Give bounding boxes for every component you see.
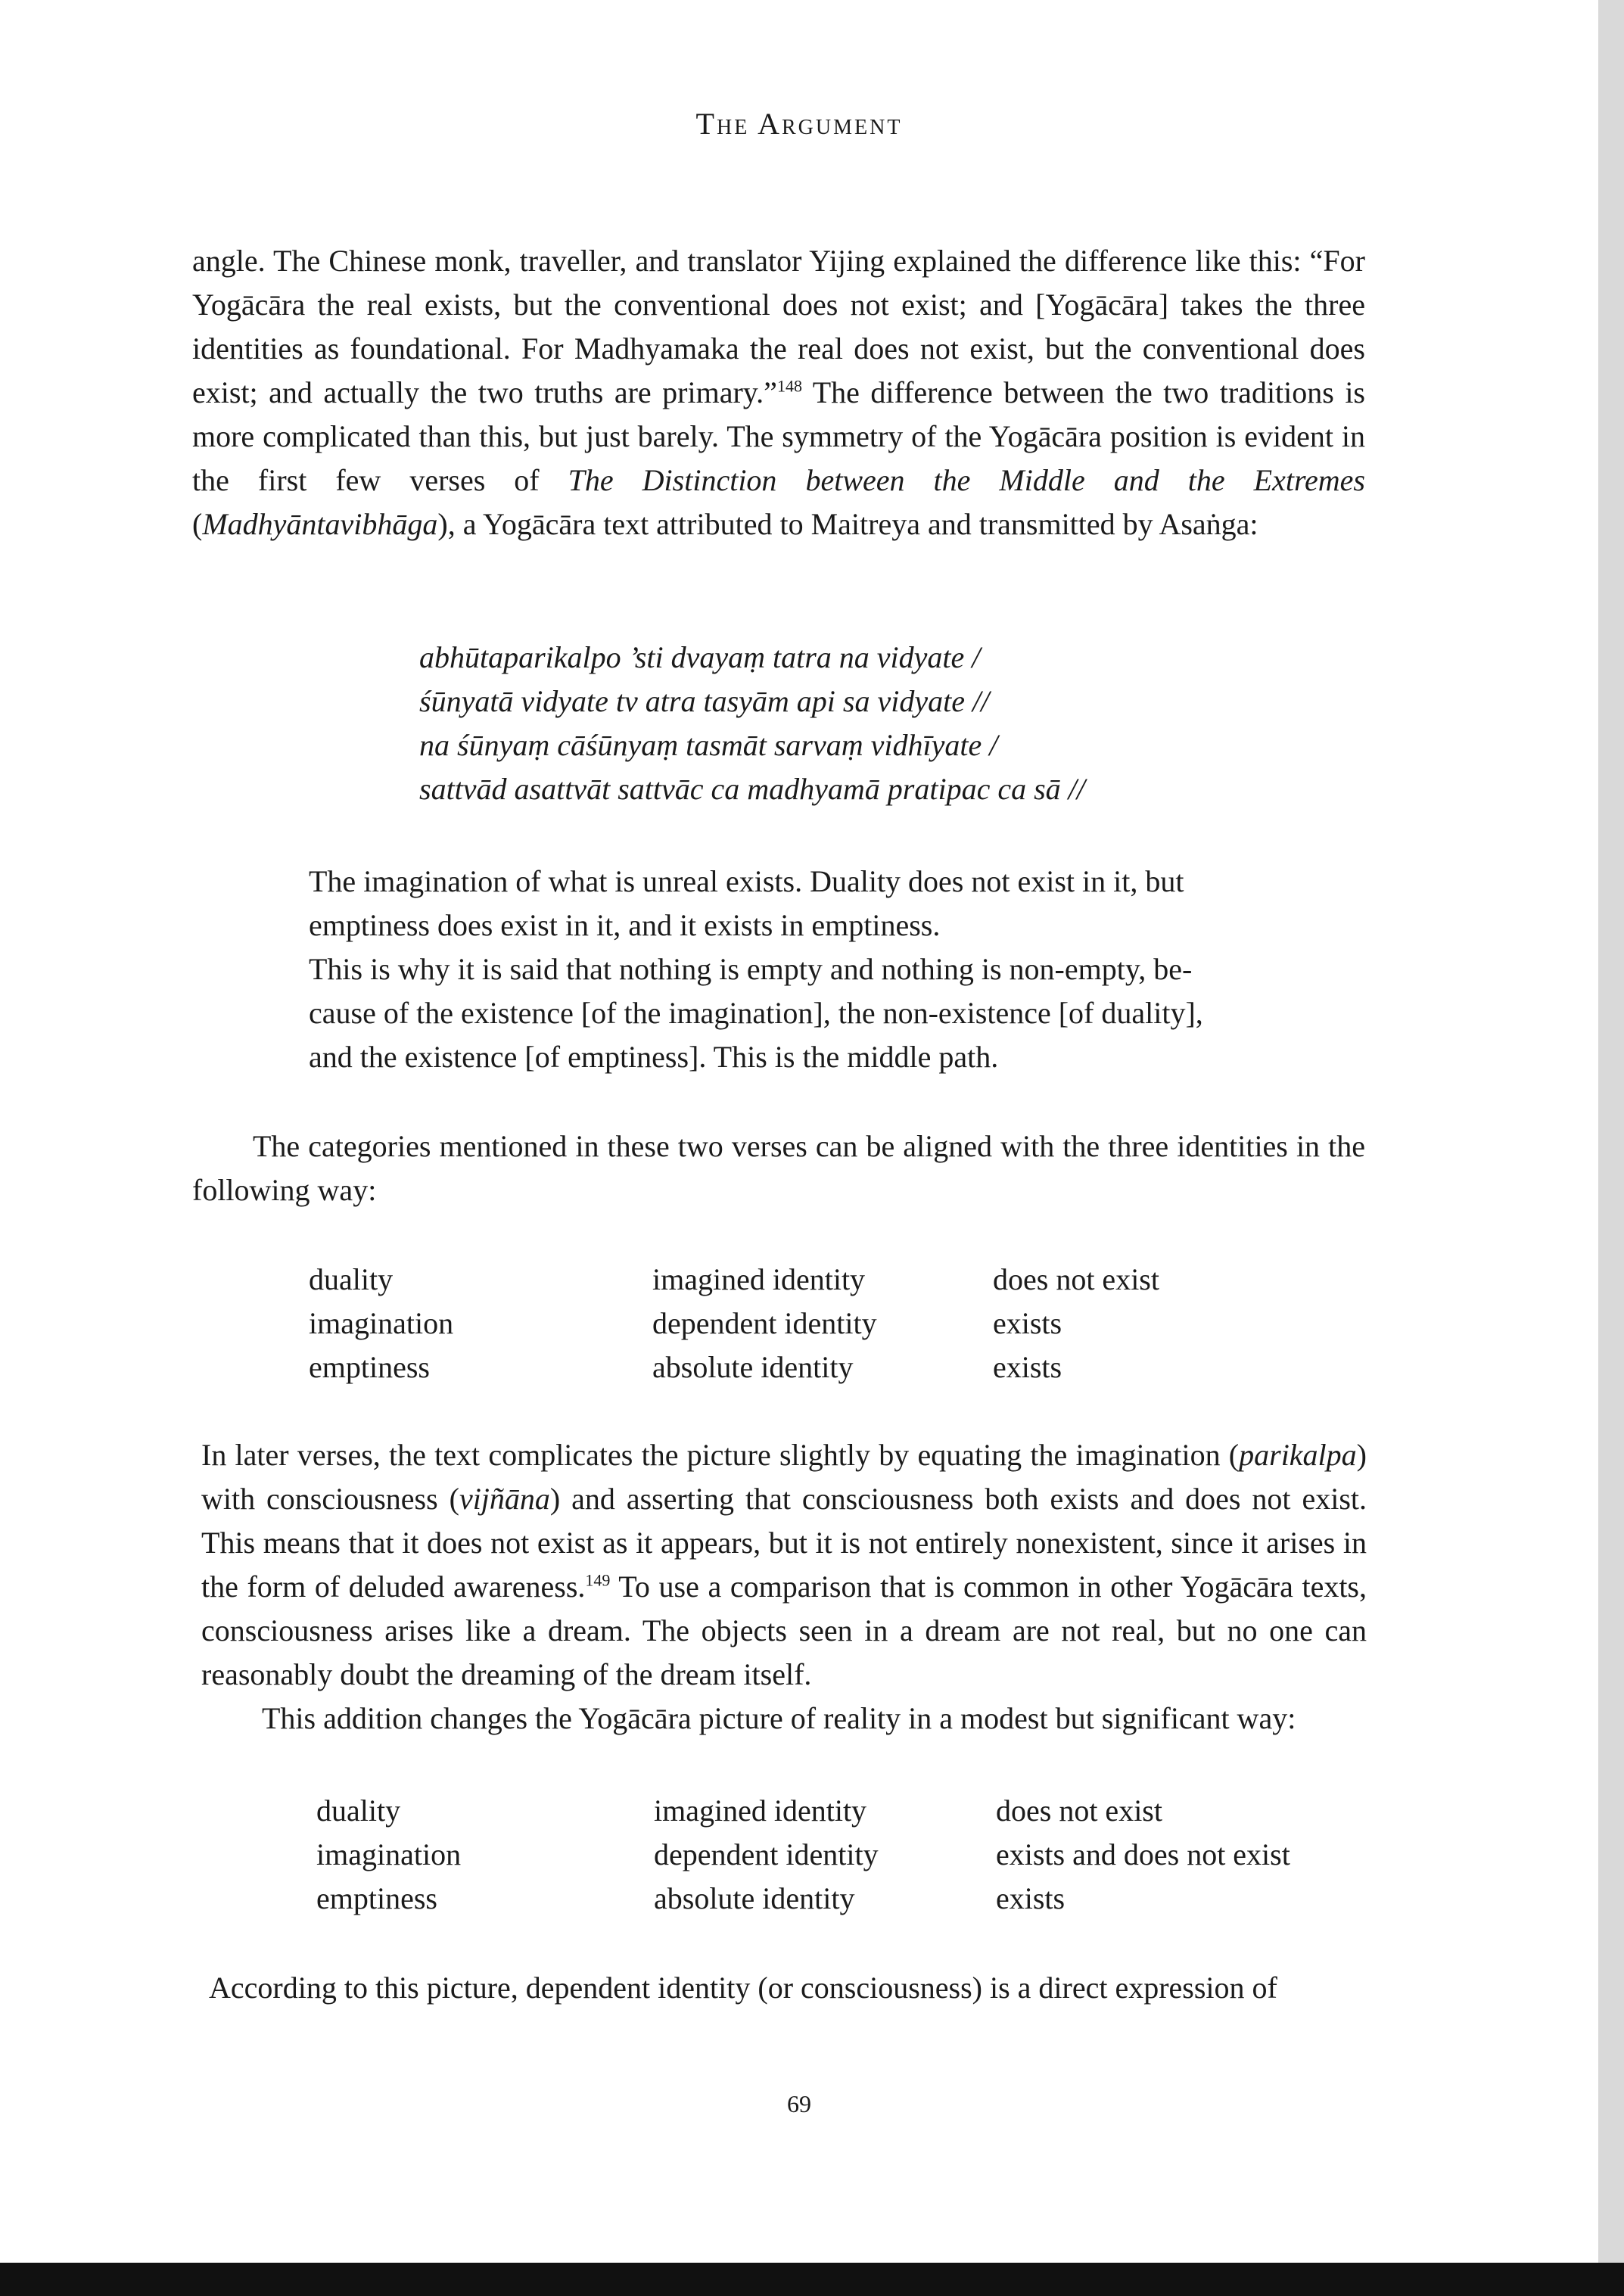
verse-line: abhūtaparikalpo ’sti dvayaṃ tatra na vidyate / — [419, 640, 981, 674]
table-row: emptiness absolute identity exists — [316, 1881, 1066, 1915]
footnote-ref-148[interactable]: 148 — [776, 376, 802, 396]
sanskrit-title: Madhyāntavibhāga — [202, 507, 438, 541]
table-row: emptiness absolute identity exists — [309, 1350, 1062, 1384]
paragraph-yijing: angle. The Chinese monk, traveller, and translator Yijing explained the difference like this: “For Yogācāra the real exists, but the conventional does not exist; and [Yogācāra] takes the three identities as foundational. For Madhyamaka the real does not exist, but the conventional does exist; and actually the two truths are primary.”$^{148}$ The difference between the two traditions is more complicated than this, but just barely. The symmetry of the Yogācāra position is evident in the first few verses of The Distinction between the Middle and the Extremes (Madhyāntavibhāga), a Yogācāra text attributed to Maitreya and transmitted by Asaṅga: — [192, 244, 1366, 541]
verse-translation — [309, 860, 1293, 1079]
identity-table-1 — [309, 1258, 1159, 1389]
paragraph-later-verses: In later verses, the text complicates the picture slightly by equating the imagination (parikalpa) with consciousness (vijñāna) and asserting that consciousness both exists and does not exist. This means that it does not exist as it appears, but it is not entirely nonexistent, since it arises in the form of deluded awareness.$^{149}$ To use a comparison that is common in other Yogācāra texts, consciousness arises like a dream. The objects seen in a dream are not real, but no one can reasonably doubt the dreaming of the dream itself. — [201, 1438, 1367, 1691]
verse-line: sattvād asattvāt sattvāc ca madhyamā pratipac ca sā // — [419, 772, 1085, 806]
paragraph-addition: This addition changes the Yogācāra picture of reality in a modest but significant way: — [262, 1701, 1296, 1735]
translation-line: and the existence [of emptiness]. This is the middle path. — [309, 1040, 999, 1074]
scan-border-bottom — [0, 2263, 1624, 2296]
identity-table-2 — [316, 1789, 1290, 1921]
table-row: duality imagined identity does not exist — [309, 1262, 1159, 1296]
translation-line: emptiness does exist in it, and it exists in emptiness. — [309, 908, 941, 942]
title-italic: The Distinction between the Middle and the Extremes — [568, 463, 1365, 497]
verse-line: na śūnyaṃ cāśūnyaṃ tasmāt sarvaṃ vidhīyate / — [419, 728, 998, 762]
footnote-ref-149[interactable]: 149 — [585, 1570, 611, 1590]
translation-line: This is why it is said that nothing is empty and nothing is non-empty, be- — [309, 952, 1193, 986]
verse-line: śūnyatā vidyate tv atra tasyām api sa vidyate // — [419, 684, 990, 718]
page-number: 69 — [787, 2090, 811, 2117]
sanskrit-verse — [419, 636, 1176, 811]
page-edge-right — [1598, 0, 1624, 2263]
sanskrit-term: vijñāna — [459, 1482, 550, 1516]
table-row: imagination dependent identity exists — [309, 1306, 1062, 1340]
sanskrit-term: parikalpa — [1239, 1438, 1357, 1472]
paragraph-according: According to this picture, dependent identity (or consciousness) is a direct expression of — [209, 1971, 1277, 2005]
paragraph-categories: The categories mentioned in these two verses can be aligned with the three identities in the following way: — [192, 1129, 1365, 1207]
table-row: duality imagined identity does not exist — [316, 1794, 1162, 1828]
translation-line: cause of the existence [of the imagination], the non-existence [of duality], — [309, 996, 1203, 1030]
running-head: The Argument — [695, 107, 903, 141]
translation-line: The imagination of what is unreal exists. Duality does not exist in it, but — [309, 864, 1184, 898]
table-row: imagination dependent identity exists and does not exist — [316, 1837, 1290, 1871]
